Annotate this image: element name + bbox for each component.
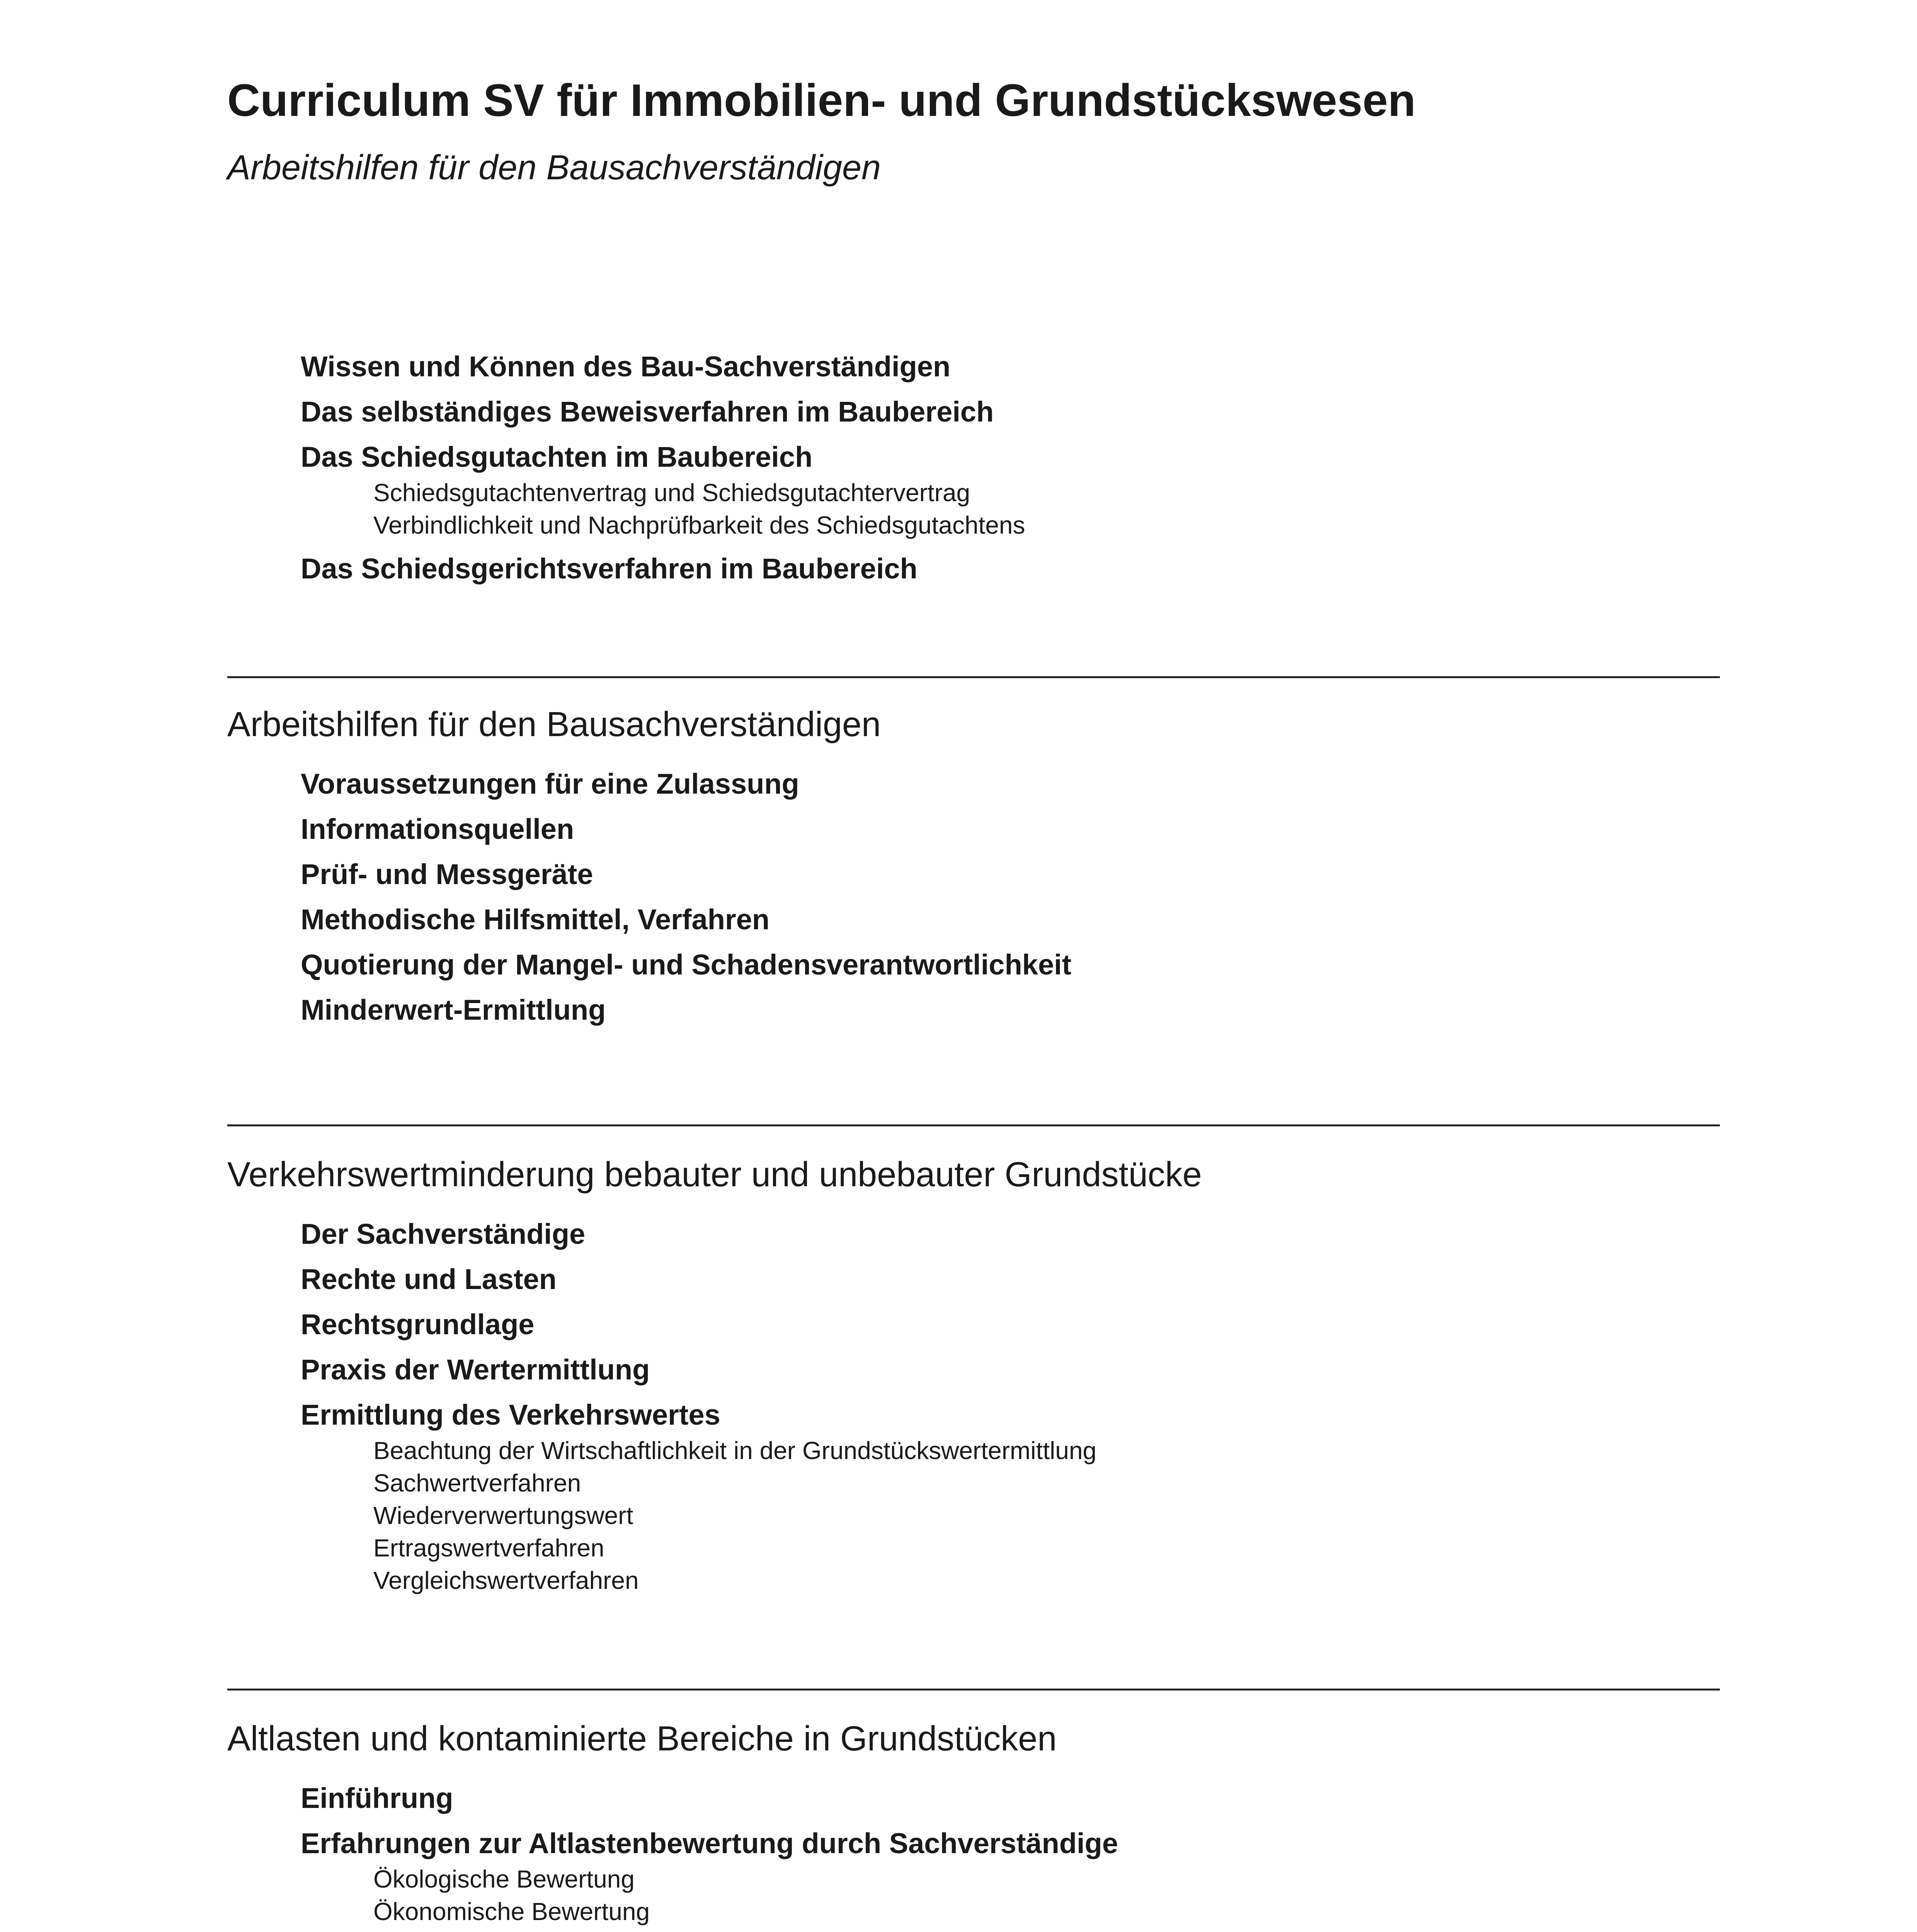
section-heading: Arbeitshilfen für den Bausachverständigen: [227, 705, 881, 744]
subtopic-item: Schiedsgutachtenvertrag und Schiedsgutachtervertrag: [373, 479, 970, 507]
subtopic-item: Ertragswertverfahren: [373, 1534, 604, 1562]
topic-item: Das Schiedsgerichtsverfahren im Baubereich: [301, 553, 918, 585]
topic-item: Rechte und Lasten: [301, 1263, 557, 1295]
section-arbeitshilfen: [227, 699, 1720, 1032]
topic-item: Das selbständiges Beweisverfahren im Baubereich: [301, 396, 994, 428]
topic-item: Quotierung der Mangel- und Schadensverantwortlichkeit: [301, 949, 1072, 981]
section-heading: Verkehrswertminderung bebauter und unbebauter Grundstücke: [227, 1155, 1202, 1194]
topic-item: Erfahrungen zur Altlastenbewertung durch Sachverständige: [301, 1827, 1118, 1859]
intro-topic-list: [227, 344, 1720, 591]
topic-item: Methodische Hilfsmittel, Verfahren: [301, 903, 770, 935]
subtopic-item: Verbindlichkeit und Nachprüfbarkeit des Schiedsgutachtens: [373, 511, 1025, 539]
section-divider: [227, 1689, 1720, 1690]
section-divider: [227, 676, 1720, 678]
topic-item: Prüf- und Messgeräte: [301, 858, 593, 890]
topic-item: Wissen und Können des Bau-Sachverständigen: [301, 350, 951, 383]
section-verkehrswertminderung: [227, 1150, 1720, 1601]
topic-item: Informationsquellen: [301, 813, 574, 845]
topic-item: Der Sachverständige: [301, 1218, 586, 1250]
topic-item: Rechtsgrundlage: [301, 1308, 535, 1340]
page-subtitle: Arbeitshilfen für den Bausachverständigen: [227, 148, 881, 187]
topic-item: Praxis der Wertermittlung: [301, 1354, 650, 1386]
subtopic-item: Wiederverwertungswert: [373, 1502, 633, 1529]
subtopic-item: Beachtung der Wirtschaftlichkeit in der Grundstückswertermittlung: [373, 1437, 1096, 1464]
subtopic-item: Sachwertverfahren: [373, 1469, 581, 1497]
section-heading: Altlasten und kontaminierte Bereiche in Grundstücken: [227, 1719, 1057, 1758]
page-title: Curriculum SV für Immobilien- und Grundstückswesen: [227, 75, 1416, 126]
topic-item: Voraussetzungen für eine Zulassung: [301, 768, 799, 800]
subtopic-item: Vergleichswertverfahren: [373, 1566, 639, 1594]
subtopic-item: Ökonomische Bewertung: [373, 1898, 650, 1925]
topic-item: Das Schiedsgutachten im Baubereich: [301, 441, 813, 473]
topic-item: Ermittlung des Verkehrswertes: [301, 1399, 720, 1431]
subtopic-item: Ökologische Bewertung: [373, 1865, 635, 1893]
topic-item: Minderwert-Ermittlung: [301, 994, 606, 1026]
topic-item: Einführung: [301, 1782, 453, 1814]
section-divider: [227, 1124, 1720, 1126]
section-altlasten: [227, 1714, 1720, 1932]
